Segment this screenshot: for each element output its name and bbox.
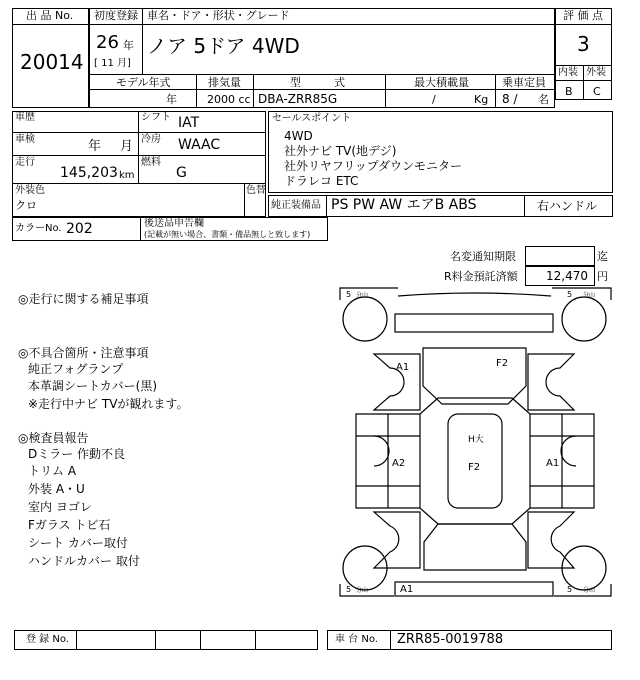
- reg-no-label: 登 録 No.: [26, 634, 69, 645]
- tire-rl-unit: 分山: [356, 587, 369, 594]
- inspector-item: Dミラー 作動不良: [28, 447, 126, 461]
- front-right-wheel: [562, 297, 606, 341]
- driving-notes-title: ◎走行に関する補足事項: [18, 292, 149, 306]
- lot-no: 20014: [20, 50, 84, 74]
- first-reg-year: 26: [96, 32, 119, 53]
- name-change-label: 名変通知期限: [450, 250, 516, 263]
- aircon-value: WAAC: [178, 137, 221, 153]
- displacement-label: 排気量: [208, 76, 241, 89]
- tire-rl-text: 5: [346, 585, 352, 594]
- color-change-label: 色替: [246, 185, 266, 196]
- inspection-label: 車検: [15, 134, 35, 145]
- score: 3: [577, 32, 590, 56]
- interior-grade: B: [565, 85, 573, 98]
- capacity-value: 8 /: [502, 92, 518, 106]
- tire-rr-text: 5: [567, 585, 573, 594]
- damage-mark: H大: [468, 435, 484, 445]
- inspector-item: 外装 A・U: [28, 482, 85, 496]
- damage-mark: F2: [468, 462, 481, 473]
- tire-fr-unit: 分山: [583, 292, 596, 299]
- inspector-item: ハンドルカバー 取付: [28, 554, 140, 568]
- tire-fl-text: 5: [346, 290, 352, 299]
- year-unit: 年: [123, 39, 134, 52]
- tire-rr-unit: 分山: [583, 587, 596, 594]
- recycle-value: 12,470: [546, 269, 588, 283]
- car-name: ノア 5ドア 4WD: [147, 34, 300, 58]
- chassis-label: 車 台 No.: [335, 634, 378, 645]
- color-label: 外装色: [15, 185, 45, 196]
- name-change-value-box: [525, 246, 595, 266]
- specs-box: [12, 111, 266, 217]
- max-load-label: 最大積載量: [414, 76, 469, 89]
- name-change-unit: 迄: [597, 250, 608, 263]
- inspection-month-unit: 月: [120, 139, 134, 154]
- post-install-label: 後送品申告欄: [144, 218, 204, 229]
- defect-item: 本革調シートカバー(黒): [28, 379, 158, 393]
- mileage-label: 走行: [15, 157, 35, 168]
- handle-side: 右ハンドル: [537, 199, 598, 213]
- chassis-value: ZRR85-0019788: [397, 632, 504, 647]
- color-no-label: カラーNo.: [15, 223, 62, 234]
- recycle-label: R料金預託済額: [444, 270, 518, 283]
- model-year-unit: 年: [166, 93, 177, 106]
- tire-fl-unit: 分山: [356, 292, 369, 299]
- first-reg-month: [ 11 月]: [94, 58, 131, 69]
- max-load-unit: Kg: [474, 93, 489, 106]
- displacement-value: 2000 cc: [207, 93, 251, 106]
- inspector-item: シート カバー取付: [28, 536, 128, 550]
- inspection-year-unit: 年: [88, 139, 102, 154]
- color-value: クロ: [15, 199, 37, 212]
- rear-bumper: [395, 582, 553, 596]
- inspector-item: トリム A: [28, 464, 77, 478]
- equipment-label: 純正装備品: [271, 200, 321, 211]
- sales-point-item: 社外ナビ TV(地デジ): [284, 144, 397, 158]
- post-install-note: (記載が無い場合、書類・備品無しと致します): [144, 230, 311, 239]
- defect-item: 純正フォグランプ: [28, 362, 124, 376]
- first-reg-label: 初度登録: [94, 9, 138, 22]
- front-bumper: [395, 314, 553, 332]
- color-no-value: 202: [66, 221, 93, 237]
- car-name-label: 車名・ドア・形状・グレード: [147, 9, 290, 22]
- damage-mark: F2: [496, 358, 509, 369]
- fuel-value: G: [176, 165, 187, 181]
- left-rear-fender: [374, 512, 420, 568]
- shift-value: IAT: [178, 115, 200, 131]
- mileage-value: 145,203: [60, 165, 118, 181]
- rear-hatch: [424, 524, 526, 570]
- damage-mark: A1: [400, 584, 414, 595]
- score-label: 評 価 点: [563, 9, 603, 22]
- type-value: DBA-ZRR85G: [258, 92, 338, 106]
- damage-mark: A1: [396, 362, 410, 373]
- right-rear-fender: [528, 512, 574, 568]
- exterior-grade: C: [593, 85, 601, 98]
- roof: [448, 414, 502, 508]
- front-left-wheel: [343, 297, 387, 341]
- damage-mark: A2: [392, 458, 406, 469]
- hood: [423, 348, 526, 404]
- sales-point-item: ドラレコ ETC: [284, 174, 359, 188]
- interior-label: 内装: [558, 67, 578, 78]
- mileage-unit: km: [119, 170, 135, 181]
- aircon-label: 冷房: [141, 134, 161, 145]
- model-year-label: モデル年式: [116, 76, 171, 89]
- fuel-label: 燃料: [141, 157, 161, 168]
- type-label: 型 式: [290, 76, 345, 89]
- equipment-value: PS PW AW エアB ABS: [331, 197, 477, 213]
- right-front-fender: [528, 354, 574, 410]
- shift-label: シフト: [141, 112, 171, 123]
- sales-point-item: 4WD: [284, 129, 313, 143]
- inspector-item: Fガラス トビ石: [28, 518, 111, 532]
- recycle-unit: 円: [597, 270, 608, 283]
- inspector-title: ◎検査員報告: [18, 431, 89, 445]
- tire-tread-fl: [346, 290, 368, 299]
- sales-point-item: 社外リヤフリップダウンモニター: [284, 159, 462, 173]
- history-label: 車歴: [15, 112, 35, 123]
- inspector-item: 室内 ヨゴレ: [28, 500, 92, 514]
- exterior-label: 外装: [586, 67, 606, 78]
- max-load-value: /: [432, 93, 436, 106]
- lot-no-label: 出 品 No.: [26, 9, 74, 22]
- car-damage-diagram: [338, 286, 614, 600]
- capacity-unit: 名: [538, 93, 549, 106]
- damage-mark: A1: [546, 458, 560, 469]
- defects-title: ◎不具合箇所・注意事項: [18, 346, 149, 360]
- sales-points-label: セールスポイント: [272, 113, 352, 124]
- tire-fr-text: 5: [567, 290, 573, 299]
- defect-item: ※走行中ナビ TVが観れます。: [28, 397, 189, 411]
- front-grille-line: [398, 293, 551, 296]
- capacity-label: 乗車定員: [502, 76, 546, 89]
